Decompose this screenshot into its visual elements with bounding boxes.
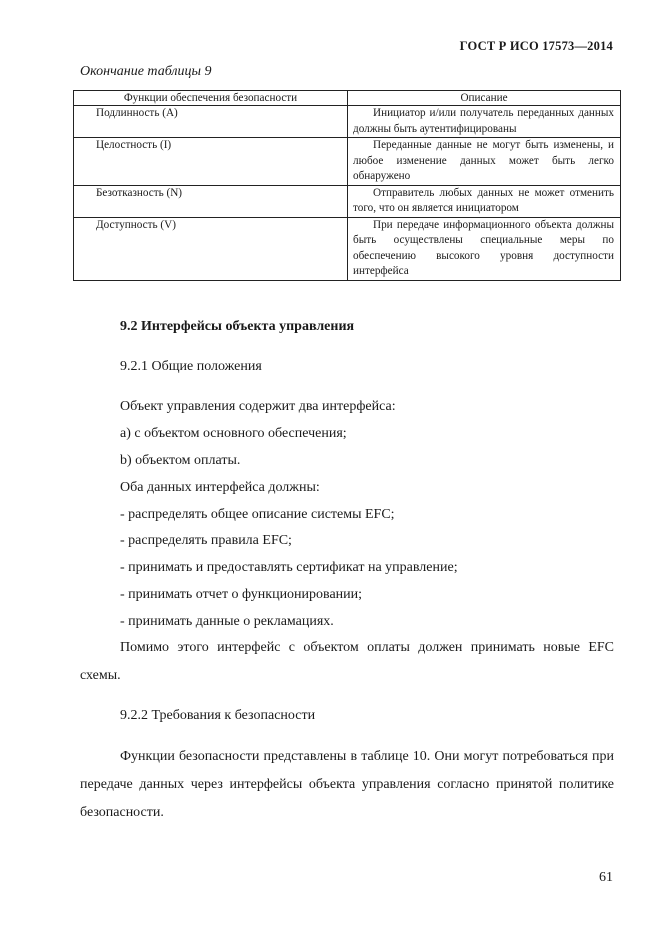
description-cell: Отправитель любых данных не может отменить того, что он является инициатором xyxy=(348,185,621,217)
table-caption: Окончание таблицы 9 xyxy=(80,64,212,79)
table-row xyxy=(74,138,621,186)
list-item: - принимать данные о рекламациях. xyxy=(120,614,334,629)
description-cell: Инициатор и/или получатель переданных данных должны быть аутентифицированы xyxy=(348,106,621,138)
list-item: - принимать и предоставлять сертификат на управление; xyxy=(120,560,458,575)
description-cell: Переданные данные не могут быть изменены, и любое изменение данных может быть легко обнаружено xyxy=(348,138,621,186)
list-item: - распределять правила EFC; xyxy=(120,533,292,548)
page-number: 61 xyxy=(599,870,613,885)
column-header-description: Описание xyxy=(348,91,621,106)
subsection-heading-general: 9.2.1 Общие положения xyxy=(120,359,262,374)
function-cell: Подлинность (A) xyxy=(74,106,348,138)
body-line: a) с объектом основного обеспечения; xyxy=(120,426,347,441)
list-item: - распределять общее описание системы EFC; xyxy=(120,507,395,522)
table-row xyxy=(74,106,621,138)
paragraph-security: Функции безопасности представлены в таблице 10. Они могут потребоваться при передаче данных через интерфейсы объекта управления согласно принятой политике безопасности. xyxy=(80,749,614,820)
security-functions-table xyxy=(73,90,621,281)
function-cell: Доступность (V) xyxy=(74,217,348,280)
subsection-heading-security: 9.2.2 Требования к безопасности xyxy=(120,708,316,723)
table-row xyxy=(74,217,621,280)
table-row xyxy=(74,185,621,217)
body-line: Оба данных интерфейса должны: xyxy=(120,480,320,495)
document-header: ГОСТ Р ИСО 17573—2014 xyxy=(459,39,613,53)
section-heading: 9.2 Интерфейсы объекта управления xyxy=(120,319,355,334)
list-item: - принимать отчет о функционировании; xyxy=(120,587,363,602)
description-cell: При передаче информационного объекта должны быть осуществлены специальные меры по обеспечению высокого уровня доступности интерфейса xyxy=(348,217,621,280)
body-line: b) объектом оплаты. xyxy=(120,453,241,468)
function-cell: Безотказность (N) xyxy=(74,185,348,217)
body-line: Объект управления содержит два интерфейса: xyxy=(120,399,396,414)
column-header-function: Функции обеспечения безопасности xyxy=(74,91,348,106)
function-cell: Целостность (I) xyxy=(74,138,348,186)
paragraph-efc-schemes: Помимо этого интерфейс с объектом оплаты должен принимать новые EFC схемы. xyxy=(80,640,614,683)
table-header-row xyxy=(74,91,621,106)
